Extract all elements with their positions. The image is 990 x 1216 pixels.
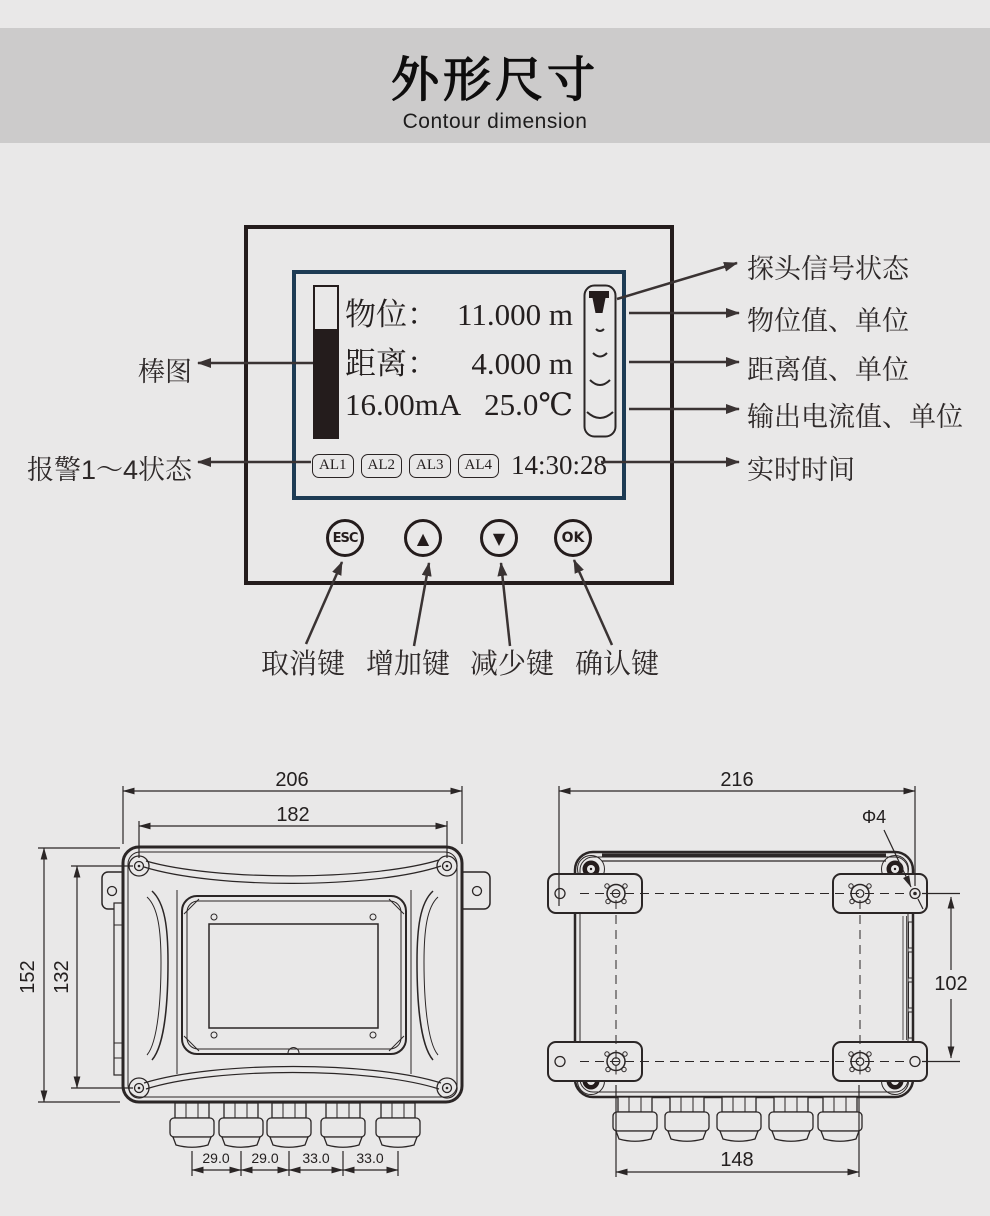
distance-row	[345, 338, 573, 387]
ok-key: OK	[554, 519, 592, 557]
alarm-status-row	[312, 450, 607, 481]
current-temp-row	[345, 387, 573, 436]
callout-realtime: 实时时间	[747, 455, 855, 485]
label-confirm-key: 确认键	[574, 648, 660, 679]
current-value: 16.00mA	[345, 387, 462, 422]
callout-bar-graph: 棒图	[138, 357, 192, 387]
bar-graph-fill	[315, 329, 337, 437]
dim-gland-3: 33.0	[302, 1150, 330, 1166]
dim-back-hole-diameter: Φ4	[861, 807, 887, 827]
front-view-drawing	[17, 769, 490, 1176]
down-key: ▼	[480, 519, 518, 557]
distance-label: 距离：	[345, 346, 438, 381]
lcd-screen	[292, 270, 626, 500]
callout-probe-signal: 探头信号状态	[747, 254, 909, 284]
label-decrease-key: 减少键	[469, 648, 555, 679]
alarm-badge-al3: AL3	[409, 454, 451, 478]
dim-front-overall-width: 206	[275, 769, 309, 791]
distance-value: 4.000 m	[471, 346, 573, 381]
dim-back-bracket-height: 102	[934, 973, 968, 995]
level-label: 物位：	[345, 297, 438, 332]
dim-front-screw-width: 182	[276, 804, 310, 826]
clock-value: 14:30:28	[511, 450, 608, 480]
dim-back-overall-width: 216	[720, 769, 754, 791]
temperature-value: 25.0℃	[484, 387, 573, 422]
alarm-badge-al1: AL1	[312, 454, 354, 478]
up-key: ▲	[404, 519, 442, 557]
alarm-badge-al4: AL4	[458, 454, 500, 478]
dim-gland-1: 29.0	[202, 1150, 230, 1166]
dim-front-overall-height: 152	[17, 960, 39, 994]
lcd-readouts	[345, 289, 573, 436]
header-band	[0, 28, 990, 143]
label-cancel-key: 取消键	[260, 648, 346, 679]
dim-gland-2: 29.0	[251, 1150, 279, 1166]
page-subtitle: Contour dimension	[402, 110, 588, 133]
esc-key: ESC	[326, 519, 364, 557]
back-view-drawing	[548, 769, 968, 1177]
dim-gland-4: 33.0	[356, 1150, 384, 1166]
callout-alarm-status: 报警1～4状态	[26, 455, 192, 485]
bar-graph	[313, 285, 339, 439]
page-title: 外形尺寸	[390, 54, 599, 107]
level-row	[345, 289, 573, 338]
level-value: 11.000 m	[457, 297, 573, 332]
label-increase-key: 增加键	[365, 648, 451, 679]
dim-back-bracket-width: 148	[720, 1149, 754, 1171]
probe-signal-icon	[583, 284, 617, 438]
callout-level-value: 物位值、单位	[747, 306, 909, 336]
callout-current-value: 输出电流值、单位	[747, 402, 963, 432]
dim-front-screw-height: 132	[51, 960, 73, 994]
alarm-badge-al2: AL2	[361, 454, 403, 478]
callout-distance-value: 距离值、单位	[747, 355, 909, 385]
